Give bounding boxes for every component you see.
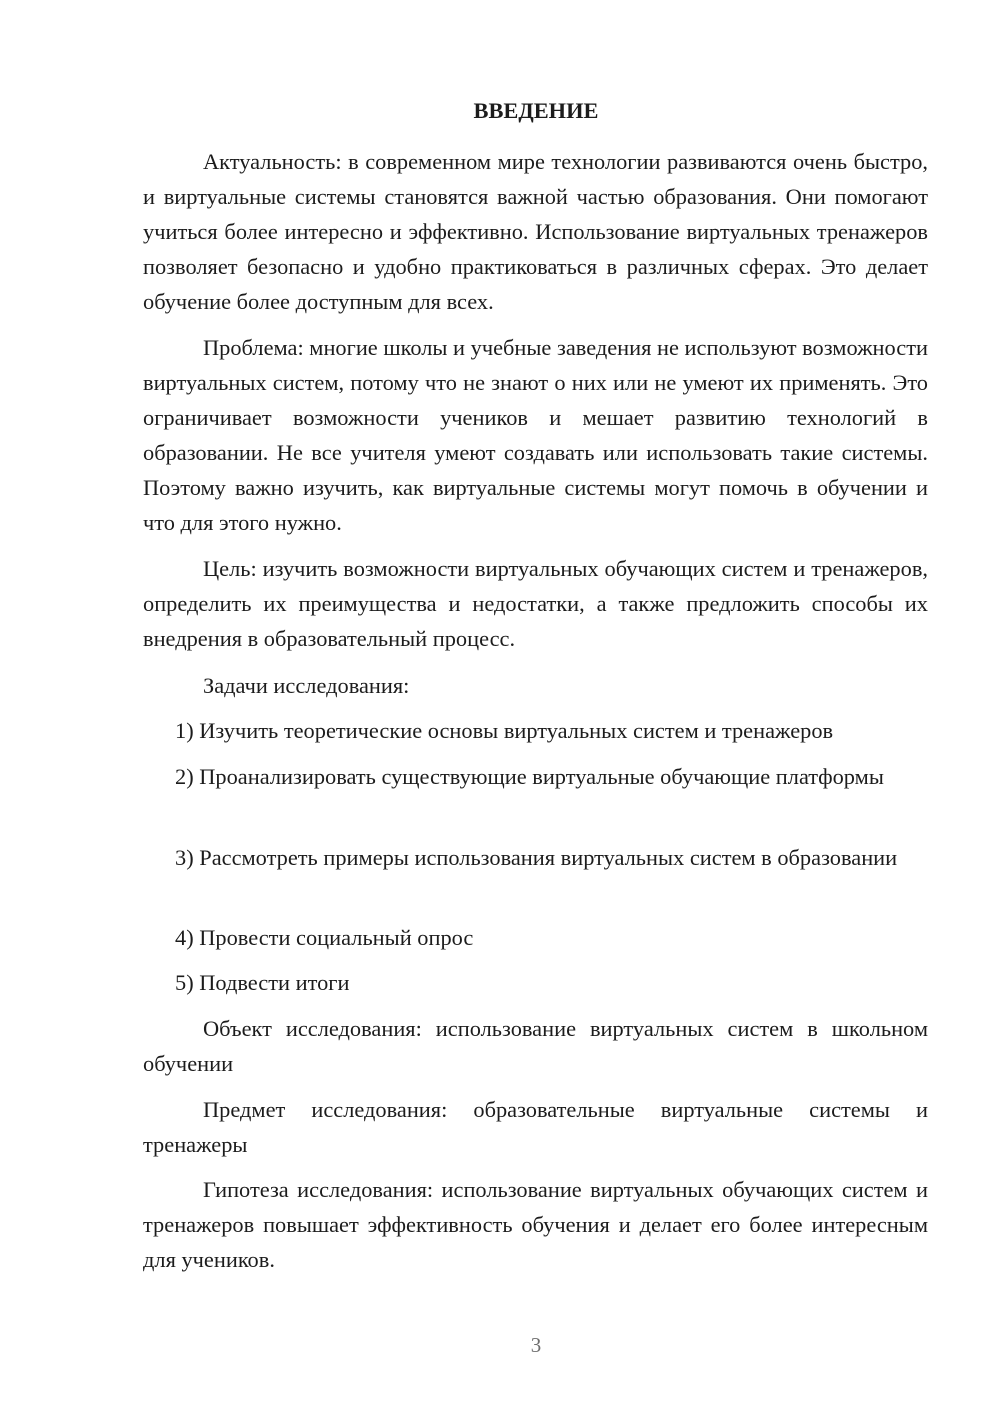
object-paragraph: Объект исследования: использование виртуальных систем в школьном обучении	[143, 1016, 928, 1076]
subject-paragraph: Предмет исследования: образовательные виртуальные системы и тренажеры	[143, 1097, 928, 1157]
problem-paragraph: Проблема: многие школы и учебные заведения не используют возможности виртуальных систем, потому что не знают о них или не умеют их применять. Это ограничивает возможности учеников и мешает развитию технологий в образовании. Не все учителя умеют создавать или использовать такие системы. Поэтому важно изучить, как виртуальные системы могут помочь в обучении и что для этого нужно.	[143, 335, 928, 535]
relevance-paragraph: Актуальность: в современном мире технологии развиваются очень быстро, и виртуальные системы становятся важной частью образования. Они помогают учиться более интересно и эффективно. Использование виртуальных тренажеров позволяет безопасно и удобно практиковаться в различных сферах. Это делает обучение более доступным для всех.	[143, 149, 928, 314]
task-item-4: 4) Провести социальный опрос	[175, 925, 474, 950]
hypothesis-paragraph: Гипотеза исследования: использование виртуальных обучающих систем и тренажеров повышает эффективность обучения и делает его более интересным для учеников.	[143, 1177, 928, 1272]
task-item-1: 1) Изучить теоретические основы виртуальных систем и тренажеров	[175, 718, 834, 743]
tasks-heading: Задачи исследования:	[203, 673, 410, 698]
task-item-2: 2) Проанализировать существующие виртуальные обучающие платформы	[175, 764, 884, 789]
section-title: ВВЕДЕНИЕ	[473, 98, 599, 123]
task-item-5: 5) Подвести итоги	[175, 970, 350, 995]
task-item-3: 3) Рассмотреть примеры использования виртуальных систем в образовании	[175, 845, 898, 870]
goal-paragraph: Цель: изучить возможности виртуальных обучающих систем и тренажеров, определить их преимущества и недостатки, а также предложить способы их внедрения в образовательный процесс.	[143, 556, 928, 651]
page-number: 3	[530, 1333, 542, 1357]
